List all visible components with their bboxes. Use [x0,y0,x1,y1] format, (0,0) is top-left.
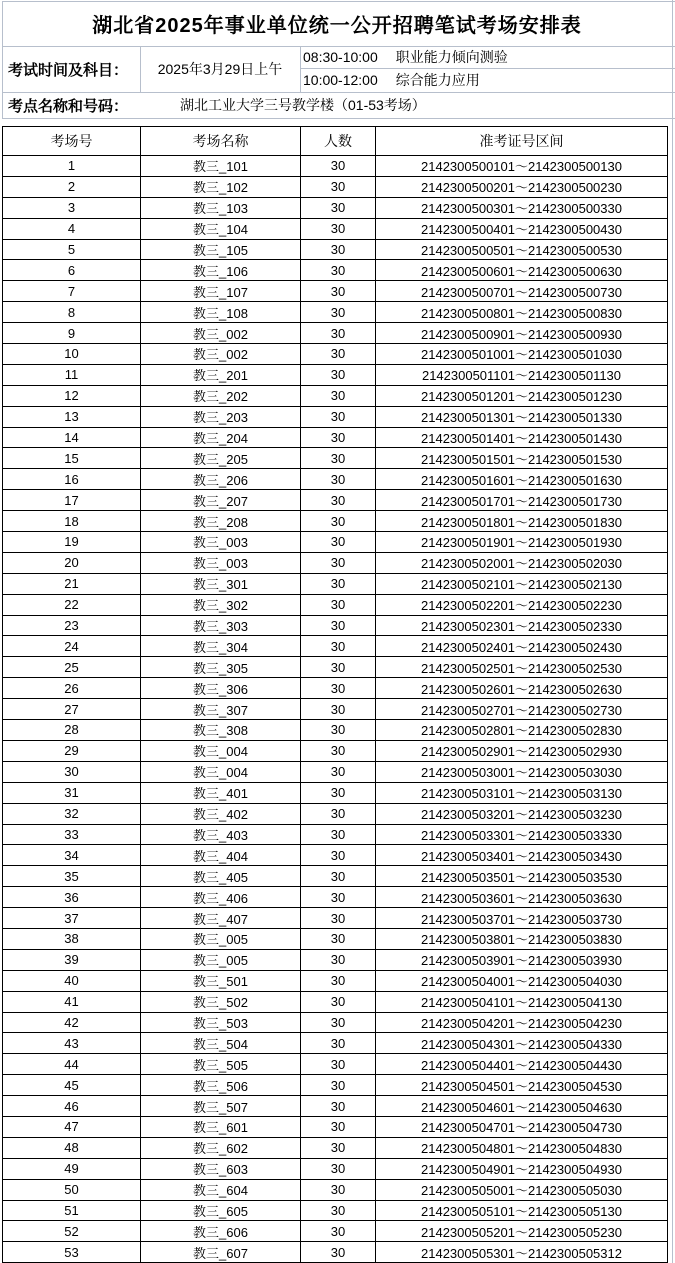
cell-ticket-range: 2142300500101～2142300500130 [421,159,622,175]
cell-room-name: 教三_601 [141,1117,301,1137]
table-row [3,1075,667,1096]
cell-room-name: 教三_203 [141,407,301,427]
table-row [3,1138,667,1159]
cell-ticket-range: 2142300500801～2142300500830 [421,305,622,321]
cell-room-name: 教三_004 [141,741,301,761]
table-row [3,992,667,1013]
cell-room-name: 教三_504 [141,1033,301,1053]
table-row [3,845,667,866]
cell-room-name: 教三_605 [141,1201,301,1221]
cell-room-name: 教三_104 [141,219,301,239]
cell-room-number: 37 [3,908,141,928]
cell-room-name: 教三_505 [141,1054,301,1074]
cell-ticket-range: 2142300501201～2142300501230 [421,389,622,405]
table-row [3,678,667,699]
cell-room-name: 教三_403 [141,825,301,845]
cell-ticket-range: 2142300504301～2142300504330 [421,1036,622,1052]
table-row [3,260,667,281]
session-subject: 职业能力倾向测验 [395,49,508,65]
cell-room-name: 教三_205 [141,448,301,468]
cell-people-count: 30 [301,553,376,573]
cell-room-name: 教三_606 [141,1221,301,1241]
cell-room-name: 教三_506 [141,1075,301,1095]
cell-people-count: 30 [301,1054,376,1074]
cell-people-count: 30 [301,260,376,280]
cell-people-count: 30 [301,762,376,782]
cell-people-count: 30 [301,616,376,636]
cell-room-name: 教三_002 [141,344,301,364]
cell-room-number: 38 [3,929,141,949]
cell-people-count: 30 [301,281,376,301]
cell-room-name: 教三_102 [141,177,301,197]
header-room-number: 考场号 [3,127,141,155]
cell-room-name: 教三_405 [141,866,301,886]
cell-ticket-range: 2142300500201～2142300500230 [421,180,622,196]
cell-ticket-range: 2142300504101～2142300504130 [421,995,622,1011]
cell-room-number: 44 [3,1054,141,1074]
session-time: 10:00-12:00 [303,72,378,88]
header-ticket-range: 准考证号区间 [479,133,564,149]
cell-people-count: 30 [301,1075,376,1095]
header-room-name: 考场名称 [141,127,301,155]
table-row [3,302,667,323]
cell-room-name: 教三_101 [141,156,301,176]
cell-people-count: 30 [301,887,376,907]
table-row [3,1096,667,1117]
cell-people-count: 30 [301,992,376,1012]
cell-people-count: 30 [301,783,376,803]
exam-date: 2025年3月29日上午 [157,61,283,77]
cell-room-number: 34 [3,845,141,865]
cell-ticket-range: 2142300505301～2142300505312 [421,1245,622,1261]
cell-room-number: 12 [3,386,141,406]
table-row [3,1117,667,1138]
cell-ticket-range: 2142300500701～2142300500730 [421,284,622,300]
cell-room-name: 教三_202 [141,386,301,406]
cell-people-count: 30 [301,1138,376,1158]
cell-ticket-range: 2142300504701～2142300504730 [421,1120,622,1136]
table-row [3,1242,667,1262]
table-row [3,657,667,678]
cell-room-number: 24 [3,636,141,656]
table-row [3,1033,667,1054]
cell-people-count: 30 [301,1117,376,1137]
table-row [3,240,667,261]
cell-room-number: 31 [3,783,141,803]
cell-people-count: 30 [301,741,376,761]
cell-ticket-range: 2142300505101～2142300505130 [421,1203,622,1219]
cell-people-count: 30 [301,699,376,719]
cell-room-name: 教三_108 [141,302,301,322]
cell-room-number: 15 [3,448,141,468]
cell-people-count: 30 [301,1180,376,1200]
session-time: 08:30-10:00 [303,49,378,65]
cell-room-number: 30 [3,762,141,782]
cell-room-number: 18 [3,511,141,531]
cell-room-name: 教三_501 [141,971,301,991]
exam-site-label: 考点名称和号码： [8,97,129,115]
cell-room-name: 教三_005 [141,950,301,970]
cell-room-number: 43 [3,1033,141,1053]
cell-ticket-range: 2142300504501～2142300504530 [421,1078,622,1094]
table-row [3,950,667,971]
cell-people-count: 30 [301,156,376,176]
table-row [3,219,667,240]
cell-people-count: 30 [301,866,376,886]
cell-room-number: 20 [3,553,141,573]
page-title: 湖北省2025年事业单位统一公开招聘笔试考场安排表 [92,15,582,37]
cell-ticket-range: 2142300503901～2142300503930 [421,953,622,969]
exam-room-table [2,126,668,1263]
cell-people-count: 30 [301,469,376,489]
cell-people-count: 30 [301,678,376,698]
table-row [3,428,667,449]
cell-people-count: 30 [301,825,376,845]
table-row [3,1201,667,1222]
cell-room-name: 教三_207 [141,490,301,510]
cell-ticket-range: 2142300501001～2142300501030 [421,347,622,363]
cell-ticket-range: 2142300500301～2142300500330 [421,201,622,217]
cell-ticket-range: 2142300504601～2142300504630 [421,1099,622,1115]
cell-room-name: 教三_503 [141,1013,301,1033]
cell-ticket-range: 2142300500601～2142300500630 [421,263,622,279]
cell-room-name: 教三_201 [141,365,301,385]
cell-ticket-range: 2142300503801～2142300503830 [421,932,622,948]
cell-room-number: 33 [3,825,141,845]
cell-room-number: 50 [3,1180,141,1200]
cell-ticket-range: 2142300502001～2142300502030 [421,556,622,572]
cell-room-name: 教三_002 [141,323,301,343]
table-row [3,636,667,657]
cell-room-number: 45 [3,1075,141,1095]
cell-room-number: 10 [3,344,141,364]
cell-ticket-range: 2142300500901～2142300500930 [421,326,622,342]
cell-ticket-range: 2142300501401～2142300501430 [421,431,622,447]
cell-room-name: 教三_607 [141,1242,301,1262]
cell-room-number: 5 [3,240,141,260]
cell-ticket-range: 2142300502801～2142300502830 [421,723,622,739]
table-row [3,741,667,762]
cell-people-count: 30 [301,177,376,197]
cell-people-count: 30 [301,407,376,427]
cell-room-number: 4 [3,219,141,239]
cell-ticket-range: 2142300503601～2142300503630 [421,890,622,906]
cell-room-name: 教三_603 [141,1159,301,1179]
cell-people-count: 30 [301,845,376,865]
cell-room-name: 教三_206 [141,469,301,489]
cell-ticket-range: 2142300503101～2142300503130 [421,786,622,802]
cell-room-number: 14 [3,428,141,448]
cell-room-number: 11 [3,365,141,385]
table-row [3,804,667,825]
cell-people-count: 30 [301,386,376,406]
cell-room-name: 教三_306 [141,678,301,698]
table-row [3,490,667,511]
cell-room-name: 教三_404 [141,845,301,865]
cell-room-name: 教三_204 [141,428,301,448]
cell-ticket-range: 2142300502601～2142300502630 [421,681,622,697]
session-morning-2 [300,69,672,91]
cell-people-count: 30 [301,1242,376,1262]
cell-room-number: 48 [3,1138,141,1158]
cell-ticket-range: 2142300502701～2142300502730 [421,702,622,718]
cell-room-number: 9 [3,323,141,343]
cell-room-number: 28 [3,720,141,740]
cell-ticket-range: 2142300504001～2142300504030 [421,974,622,990]
cell-room-number: 42 [3,1013,141,1033]
cell-room-name: 教三_304 [141,636,301,656]
cell-room-number: 1 [3,156,141,176]
cell-room-number: 46 [3,1096,141,1116]
cell-room-number: 39 [3,950,141,970]
table-row [3,616,667,637]
cell-people-count: 30 [301,1201,376,1221]
cell-people-count: 30 [301,929,376,949]
cell-ticket-range: 2142300503501～2142300503530 [421,869,622,885]
table-row [3,929,667,950]
table-row [3,699,667,720]
cell-room-name: 教三_301 [141,574,301,594]
cell-ticket-range: 2142300501901～2142300501930 [421,535,622,551]
cell-room-number: 2 [3,177,141,197]
cell-ticket-range: 2142300504901～2142300504930 [421,1162,622,1178]
cell-room-name: 教三_308 [141,720,301,740]
cell-ticket-range: 2142300501101～2142300501130 [421,368,622,384]
cell-room-number: 13 [3,407,141,427]
cell-ticket-range: 2142300501601～2142300501630 [421,472,622,488]
cell-room-number: 49 [3,1159,141,1179]
cell-room-number: 27 [3,699,141,719]
table-row [3,762,667,783]
cell-ticket-range: 2142300502501～2142300502530 [421,660,622,676]
cell-people-count: 30 [301,219,376,239]
cell-room-number: 8 [3,302,141,322]
cell-people-count: 30 [301,1221,376,1241]
cell-room-number: 52 [3,1221,141,1241]
cell-room-name: 教三_402 [141,804,301,824]
table-row [3,281,667,302]
cell-room-name: 教三_302 [141,595,301,615]
cell-room-number: 17 [3,490,141,510]
exam-site-value: 湖北工业大学三号教学楼（01-53考场） [180,97,426,113]
cell-ticket-range: 2142300501701～2142300501730 [421,493,622,509]
cell-ticket-range: 2142300503201～2142300503230 [421,807,622,823]
table-row [3,574,667,595]
cell-room-name: 教三_105 [141,240,301,260]
cell-room-name: 教三_502 [141,992,301,1012]
cell-room-number: 36 [3,887,141,907]
sheet-gridline [2,118,675,119]
table-row [3,532,667,553]
cell-room-number: 23 [3,616,141,636]
cell-people-count: 30 [301,950,376,970]
cell-people-count: 30 [301,595,376,615]
table-row [3,908,667,929]
cell-room-number: 41 [3,992,141,1012]
cell-room-name: 教三_604 [141,1180,301,1200]
cell-people-count: 30 [301,1013,376,1033]
table-row [3,595,667,616]
table-row [3,407,667,428]
cell-room-name: 教三_507 [141,1096,301,1116]
table-row [3,1159,667,1180]
cell-people-count: 30 [301,971,376,991]
cell-people-count: 30 [301,1096,376,1116]
table-row [3,177,667,198]
table-row [3,1221,667,1242]
cell-people-count: 30 [301,1033,376,1053]
cell-room-name: 教三_406 [141,887,301,907]
cell-people-count: 30 [301,1159,376,1179]
cell-ticket-range: 2142300503701～2142300503730 [421,911,622,927]
cell-people-count: 30 [301,448,376,468]
cell-ticket-range: 2142300502201～2142300502230 [421,598,622,614]
cell-room-name: 教三_407 [141,908,301,928]
cell-room-number: 35 [3,866,141,886]
cell-people-count: 30 [301,804,376,824]
cell-room-name: 教三_307 [141,699,301,719]
cell-people-count: 30 [301,302,376,322]
cell-ticket-range: 2142300504401～2142300504430 [421,1057,622,1073]
cell-room-number: 6 [3,260,141,280]
cell-people-count: 30 [301,490,376,510]
cell-ticket-range: 2142300501801～2142300501830 [421,514,622,530]
table-row [3,448,667,469]
table-row [3,511,667,532]
table-body [3,156,667,1262]
cell-people-count: 30 [301,365,376,385]
table-row [3,783,667,804]
cell-people-count: 30 [301,240,376,260]
cell-room-name: 教三_208 [141,511,301,531]
table-row [3,553,667,574]
header-people-count: 人数 [301,127,376,155]
cell-people-count: 30 [301,908,376,928]
cell-room-number: 7 [3,281,141,301]
cell-ticket-range: 2142300502401～2142300502430 [421,639,622,655]
table-row [3,156,667,177]
exam-time-subject-label: 考试时间及科目： [8,61,129,79]
cell-room-number: 32 [3,804,141,824]
cell-ticket-range: 2142300504201～2142300504230 [421,1015,622,1031]
table-header-row [3,127,667,156]
table-row [3,866,667,887]
cell-ticket-range: 2142300501501～2142300501530 [421,451,622,467]
table-row [3,344,667,365]
cell-room-name: 教三_305 [141,657,301,677]
cell-room-name: 教三_005 [141,929,301,949]
cell-people-count: 30 [301,344,376,364]
cell-room-name: 教三_004 [141,762,301,782]
cell-room-name: 教三_106 [141,260,301,280]
cell-people-count: 30 [301,532,376,552]
session-subject: 综合能力应用 [395,72,480,88]
cell-room-number: 29 [3,741,141,761]
cell-people-count: 30 [301,198,376,218]
table-row [3,1054,667,1075]
table-row [3,365,667,386]
table-row [3,323,667,344]
cell-room-number: 22 [3,595,141,615]
table-row [3,971,667,992]
sheet-gridline [672,0,673,1263]
cell-ticket-range: 2142300501301～2142300501330 [421,410,622,426]
cell-ticket-range: 2142300504801～2142300504830 [421,1141,622,1157]
cell-ticket-range: 2142300502101～2142300502130 [421,577,622,593]
session-morning-1 [300,46,672,68]
cell-ticket-range: 2142300502301～2142300502330 [421,619,622,635]
cell-ticket-range: 2142300503401～2142300503430 [421,848,622,864]
table-row [3,198,667,219]
cell-people-count: 30 [301,720,376,740]
cell-people-count: 30 [301,636,376,656]
cell-room-name: 教三_303 [141,616,301,636]
cell-room-number: 47 [3,1117,141,1137]
cell-room-name: 教三_003 [141,532,301,552]
cell-room-name: 教三_103 [141,198,301,218]
cell-room-name: 教三_003 [141,553,301,573]
cell-room-number: 19 [3,532,141,552]
cell-room-number: 53 [3,1242,141,1262]
cell-room-number: 51 [3,1201,141,1221]
table-row [3,386,667,407]
cell-room-name: 教三_602 [141,1138,301,1158]
cell-ticket-range: 2142300503001～2142300503030 [421,765,622,781]
cell-ticket-range: 2142300502901～2142300502930 [421,744,622,760]
cell-room-name: 教三_401 [141,783,301,803]
table-row [3,720,667,741]
table-row [3,887,667,908]
cell-people-count: 30 [301,428,376,448]
table-row [3,1180,667,1201]
cell-people-count: 30 [301,511,376,531]
cell-people-count: 30 [301,657,376,677]
cell-room-number: 21 [3,574,141,594]
table-row [3,1013,667,1034]
cell-people-count: 30 [301,574,376,594]
cell-room-name: 教三_107 [141,281,301,301]
cell-room-number: 16 [3,469,141,489]
cell-ticket-range: 2142300505001～2142300505030 [421,1183,622,1199]
cell-ticket-range: 2142300500401～2142300500430 [421,222,622,238]
cell-ticket-range: 2142300505201～2142300505230 [421,1224,622,1240]
cell-ticket-range: 2142300500501～2142300500530 [421,243,622,258]
table-row [3,825,667,846]
cell-room-number: 3 [3,198,141,218]
cell-people-count: 30 [301,323,376,343]
cell-room-number: 40 [3,971,141,991]
cell-room-number: 25 [3,657,141,677]
cell-ticket-range: 2142300503301～2142300503330 [421,827,622,843]
table-row [3,469,667,490]
cell-room-number: 26 [3,678,141,698]
